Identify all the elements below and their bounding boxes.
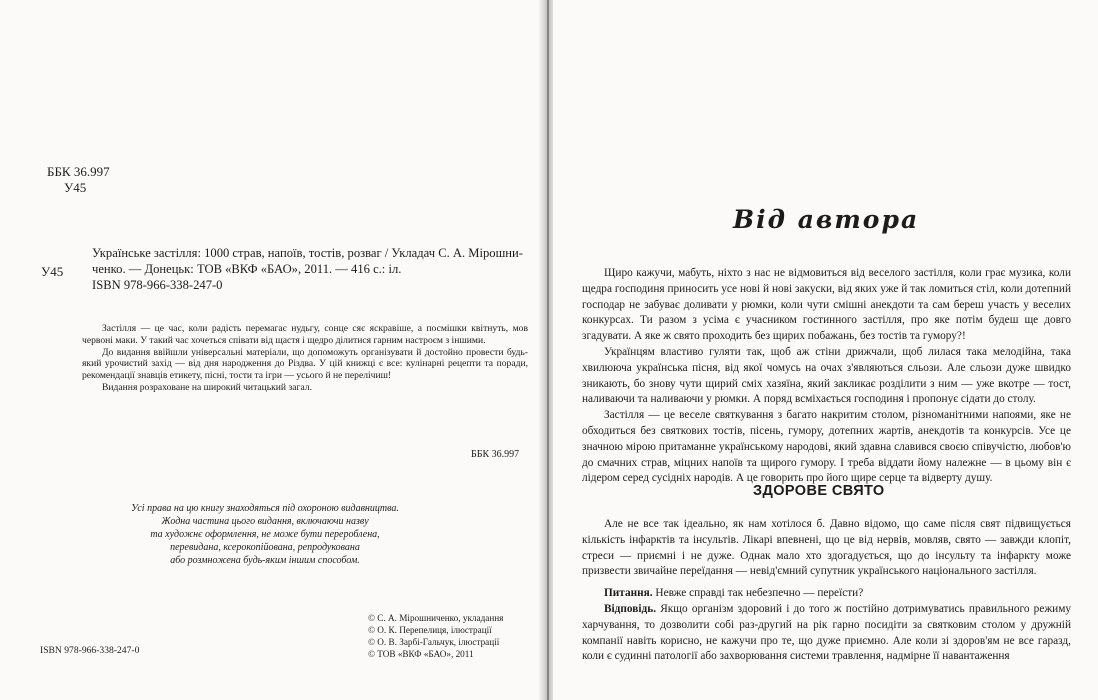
annotation (82, 323, 528, 394)
copyright-line: © ТОВ «ВКФ «БАО», 2011 (368, 649, 474, 659)
catalog-mark: У45 (41, 264, 64, 279)
annotation-paragraph: Застілля — це час, коли радість перемагає нудьгу, сонце сяє яскравіше, а посмішки квітнуть, мов червоні маки. У такий час хочеться співати від щастя і щедро ділитися гарним настроєм з іншими. (82, 323, 528, 346)
intro-paragraph: Українцям властиво гуляти так, щоб аж стіни дрижчали, щоб лилася така мелодійна, така хвилююча українська пісня, від якої чомусь на очах з'являються сльози. Але сльози дуже швидко зникають, бо знову чути щирий сміх хазяїна, який закликає розділити з ним — уже вкотре — тост, наливаючи та наливаючи у рюмки. А поряд всміхається господиня і пропонує сідати до столу. (582, 345, 1071, 406)
left-page (0, 0, 547, 700)
section-title: ЗДОРОВЕ СВЯТО (753, 483, 885, 499)
rights-line: перевидана, ксерокопійована, репродукована (170, 542, 360, 553)
copyright-line: © О. К. Перепелиця, ілюстрації (368, 625, 492, 635)
copyright-line: © О. В. Зарбі-Гальчук, ілюстрації (368, 637, 500, 647)
catalog-entry-line: ISBN 978-966-338-247-0 (92, 278, 223, 292)
section-paragraph: Але не все так ідеально, як нам хотілося б. Давно відомо, що саме після свят підвищується кількість інфарктів та інсультів. Лікарі впевнені, що це від нервів, мовляв, свято — завжди клопіт, стреси — приємні і не дуже. Однак мало хто здогадується, що до інсульту та інфаркту може призвести звичайне переїдання — невід'ємний супутник українського національного застілля. (582, 518, 1071, 578)
rights-line: та художнє оформлення, не може бути перероблена, (150, 529, 380, 540)
question-paragraph (582, 586, 1071, 602)
bbk-code: ББК 36.997 (47, 164, 110, 179)
annotation-paragraph: Видання розраховане на широкий читацький загал. (102, 381, 312, 393)
copyright-line: © С. А. Мірошниченко, укладання (368, 613, 504, 623)
right-page (553, 0, 1098, 700)
rights-line: або розмножена будь-яким іншим способом. (170, 555, 360, 566)
intro-text (582, 266, 1071, 487)
annotation-paragraph: До видання ввійшли універсальні матеріали, що допоможуть організувати й достойно провести будь-який урочистий захід — від дня народження до Різдва. У цій книжці є все: кулінарні рецепти та поради, рекомендації знавців етикету, пісні, тости та ігри — усього й не перелічиш! (82, 346, 528, 382)
intro-paragraph: Щиро кажучи, мабуть, ніхто з нас не відмовиться від веселого застілля, коли грає музика, коли щедра господиня приносить усе нові й нові закуски, від яких уже й так ломиться стіл, коли дотепний господар не забуває доливати у рюмки, коли чути смішні анекдоти та сам береш участь у веселих конкурсах. Ти разом з усіма є учасником гостинного застілля, про яке потім будеш ще довго згадувати. А яке ж свято проходить без щирих побажань, без тостів та гумору?! (582, 267, 1071, 343)
answer-text: Якщо організм здоровий і до того ж постійно дотримуватись правильного режиму харчування, то дозволити собі раз-другий на рік гарно посидіти за святковим столом у дружній компанії навіть корисно, не кажучи про те, що дуже приємно. Але коли зі здоров'ям не все гаразд, коли є судинні патології або захворювання системи травлення, надмірне її навантаження (582, 602, 1071, 663)
bbk-code-right: ББК 36.997 (471, 449, 520, 460)
spine-shadow (547, 0, 549, 700)
question-label: Питання. (604, 587, 653, 600)
catalog-entry (92, 245, 524, 293)
udc-code: У45 (64, 180, 87, 195)
catalog-entry-line: Українське застілля: 1000 страв, напоїв, тостів, розваг / Укладач С. А. Мірошни- (92, 246, 523, 260)
intro-paragraph: Застілля — це веселе святкування з багато накритим столом, різноманітними напоями, яке не обходиться без святкових тостів, пісень, гумору, дотепних жартів, анекдотів та конкурсів. Усе це значною мірою притаманне українському народові, який здавна славився своєю співучістю, любов'ю до смачних страв, міцних напоїв та щирого гумору. І треба віддати йому належне — в цьому він є лідером серед сусідніх народів. А це говорить про його щире серце та відверту душу. (582, 409, 1071, 485)
rights-line: Усі права на цю книгу знаходяться під охороною видавництва. (131, 503, 399, 514)
catalog-entry-line: ченко. — Донецьк: ТОВ «ВКФ «БАО», 2011. — 416 с.: іл. (92, 262, 402, 276)
chapter-heading: Від автора (733, 205, 920, 234)
question-text: Невже справді так небезпечно — переїсти? (652, 587, 864, 600)
rights-notice (120, 502, 410, 567)
isbn: ISBN 978-966-338-247-0 (40, 645, 140, 656)
section-text (582, 517, 1071, 665)
rights-line: Жодна частина цього видання, включаючи назву (161, 516, 369, 527)
answer-paragraph (582, 602, 1071, 665)
answer-label: Відповідь. (604, 602, 657, 615)
copyright-list (368, 612, 503, 660)
